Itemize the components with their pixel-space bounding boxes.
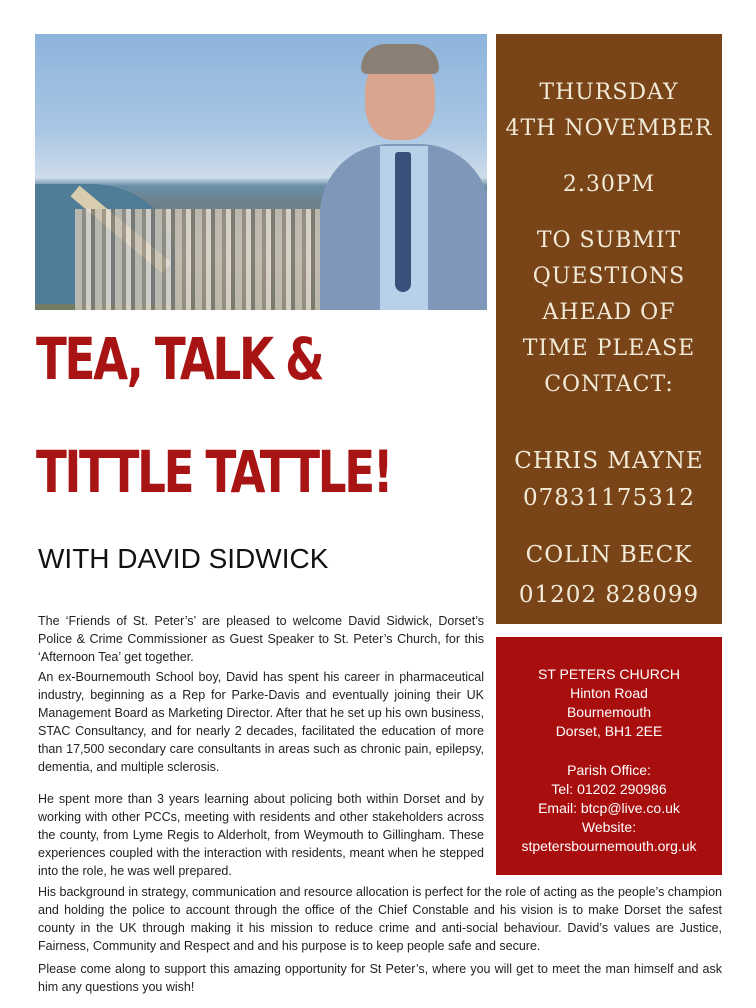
parish-office-label: Parish Office: (567, 762, 651, 778)
photo-speaker-hair (361, 44, 439, 74)
paragraph-intro: The ‘Friends of St. Peter’s’ are pleased to welcome David Sidwick, Dorset’s Police & Crime Commissioner as Guest Speaker to St. Peter’s Church, for this ‘Afternoon Tea’ get together. (38, 614, 484, 664)
headline-line-1: TEA, TALK & (36, 325, 323, 393)
paragraph-policing: He spent more than 3 years learning about policing both within Dorset and by working with other PCCs, meeting with residents and other stakeholders across the county, from Lyme Regis to Alderholt, from Weymouth to Gillingham. These experiences coupled with the interaction with residents, meant when he stepped into the role, he was well prepared. (38, 792, 484, 878)
church-info-panel (496, 637, 722, 875)
event-time: 2.30PM (562, 172, 656, 197)
photo-speaker-tie (395, 152, 411, 292)
website-link[interactable]: stpetersbournemouth.org.uk (521, 838, 697, 854)
contact-name-2: COLIN BECK (525, 542, 693, 568)
submit-line-5: CONTACT: (544, 372, 674, 397)
website-label: Website: (581, 819, 637, 835)
contact-name-1: CHRIS MAYNE (514, 448, 704, 474)
parish-email[interactable]: Email: btcp@live.co.uk (538, 800, 680, 816)
submit-line-2: QUESTIONS (532, 264, 686, 289)
parish-phone: Tel: 01202 290986 (551, 781, 667, 797)
contact-phone-2: 01202 828099 (518, 582, 700, 608)
submit-line-1: TO SUBMIT (536, 228, 682, 253)
contact-phone-1: 07831175312 (523, 485, 695, 511)
submit-line-4: TIME PLEASE (522, 336, 696, 361)
event-details-panel (496, 34, 722, 624)
date-day: THURSDAY (539, 80, 679, 105)
paragraph-career: An ex-Bournemouth School boy, David has spent his career in pharmaceutical industry, beginning as a Rep for Parke-Davis and eventually joining their UK Management Board as Marketing Director. After that he set up his own business, STAC Consultancy, and for nearly 2 decades, facilitated the education of more than 17,500 secondary care consultants in areas such as chronic pain, epilepsy, dementia, and multiple sclerosis. (38, 670, 484, 774)
submit-line-3: AHEAD OF (542, 300, 676, 325)
paragraph-invitation: Please come along to support this amazing opportunity for St Peter’s, where you will get to meet the man himself and ask him any questions you wish! (38, 962, 722, 994)
church-postcode: Dorset, BH1 2EE (555, 723, 663, 739)
subheading: WITH DAVID SIDWICK (38, 543, 329, 574)
church-town: Bournemouth (566, 704, 652, 720)
date-month: 4TH NOVEMBER (505, 116, 713, 141)
paragraph-vision: His background in strategy, communication and resource allocation is perfect for the role of acting as the people’s champion and holding the police to account through the office of the Chief Constable and his vision is to make Dorset the safest county in the UK through making it his mission to reduce crime and anti-social behaviour. David’s values are Justice, Fairness, Community and Respect and and his purpose is to keep people safe and secure. (38, 885, 722, 953)
headline-line-2: TITTLE TATTLE! (36, 438, 392, 506)
speaker-photo (35, 34, 487, 310)
church-name: ST PETERS CHURCH (537, 666, 681, 682)
church-street: Hinton Road (570, 685, 648, 701)
